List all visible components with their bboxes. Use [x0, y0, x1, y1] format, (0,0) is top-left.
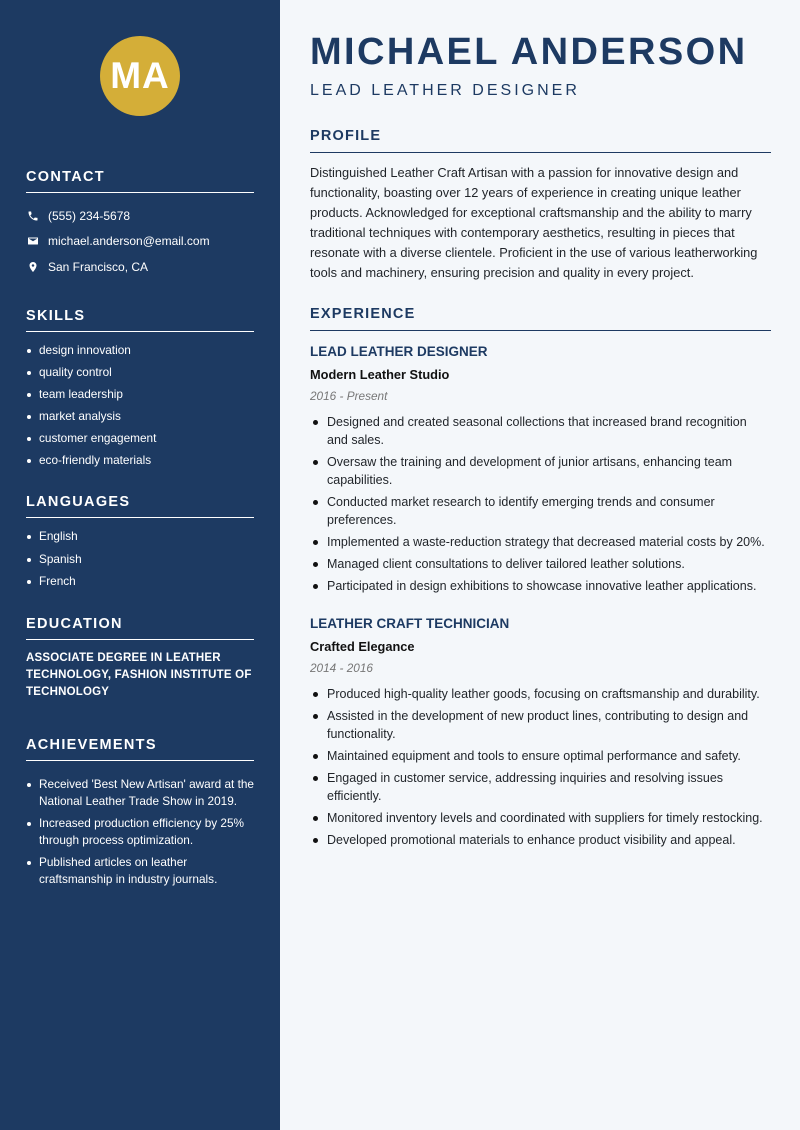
job-bullets	[310, 413, 771, 595]
skill-item: quality control	[26, 364, 254, 381]
job-bullet: Monitored inventory levels and coordinated with suppliers for timely restocking.	[310, 809, 771, 827]
job-bullet: Assisted in the development of new product lines, contributing to design and functionality.	[310, 707, 771, 743]
job-bullets	[310, 685, 771, 849]
education-section	[26, 616, 254, 701]
job-bullet: Managed client consultations to deliver tailored leather solutions.	[310, 555, 771, 573]
achievements-title: ACHIEVEMENTS	[26, 737, 254, 761]
contact-email	[26, 229, 254, 255]
languages-section	[26, 494, 254, 589]
achievements-list	[26, 776, 254, 888]
achievement-item: Increased production efficiency by 25% through process optimization.	[26, 815, 254, 849]
job-bullet: Developed promotional materials to enhance product visibility and appeal.	[310, 831, 771, 849]
achievement-item: Published articles on leather craftsmanship in industry journals.	[26, 854, 254, 888]
skills-list	[26, 342, 254, 470]
job-title: LEAD LEATHER DESIGNER	[310, 344, 488, 359]
achievements-section	[26, 737, 254, 888]
contact-list	[26, 203, 254, 280]
skills-section	[26, 308, 254, 470]
skill-item: design innovation	[26, 342, 254, 359]
job-bullet: Engaged in customer service, addressing inquiries and resolving issues efficiently.	[310, 769, 771, 805]
achievement-item: Received 'Best New Artisan' award at the National Leather Trade Show in 2019.	[26, 776, 254, 810]
map-pin-icon	[26, 260, 40, 274]
main-content	[280, 0, 800, 1130]
job-dates: 2016 - Present	[310, 389, 388, 403]
skill-item: team leadership	[26, 386, 254, 403]
language-item: Spanish	[26, 551, 254, 568]
profile-title: PROFILE	[310, 128, 771, 153]
skill-item: market analysis	[26, 408, 254, 425]
skills-title: SKILLS	[26, 308, 254, 332]
language-item: English	[26, 528, 254, 545]
contact-phone	[26, 203, 254, 229]
envelope-icon	[26, 234, 40, 248]
contact-title: CONTACT	[26, 169, 254, 193]
sidebar	[0, 0, 280, 1130]
avatar-initials: MA	[100, 36, 180, 116]
job-bullet: Produced high-quality leather goods, focusing on craftsmanship and durability.	[310, 685, 771, 703]
phone-icon	[26, 209, 40, 223]
job-title: LEATHER CRAFT TECHNICIAN	[310, 616, 510, 631]
languages-title: LANGUAGES	[26, 494, 254, 518]
experience-title: EXPERIENCE	[310, 306, 771, 331]
job-company: Crafted Elegance	[310, 639, 415, 654]
languages-list	[26, 528, 254, 589]
email-text: michael.anderson@email.com	[48, 234, 210, 249]
job-bullet: Oversaw the training and development of junior artisans, enhancing team capabilities.	[310, 453, 771, 489]
education-entry: ASSOCIATE DEGREE IN LEATHER TECHNOLOGY, FASHION INSTITUTE OF TECHNOLOGY	[26, 651, 252, 698]
job-bullet: Maintained equipment and tools to ensure optimal performance and safety.	[310, 747, 771, 765]
profile-section	[310, 128, 771, 283]
job-bullet: Implemented a waste-reduction strategy that decreased material costs by 20%.	[310, 533, 771, 551]
experience-section	[310, 306, 771, 849]
candidate-role: LEAD LEATHER DESIGNER	[310, 82, 580, 99]
contact-section	[26, 169, 254, 280]
job-dates: 2014 - 2016	[310, 661, 373, 675]
phone-text: (555) 234-5678	[48, 208, 131, 223]
language-item: French	[26, 573, 254, 590]
job-entry	[310, 616, 771, 849]
location-text: San Francisco, CA	[48, 259, 149, 274]
job-company: Modern Leather Studio	[310, 367, 450, 382]
job-entry	[310, 344, 771, 595]
skill-item: customer engagement	[26, 430, 254, 447]
education-title: EDUCATION	[26, 616, 254, 640]
profile-text: Distinguished Leather Craft Artisan with a passion for innovative design and functionality, boasting over 12 years of experience in creating unique leather products. Acknowledged for exceptional craftsmanship and the ability to marry traditional techniques with contemporary aesthetics, resulting in pieces that resonate with a diverse clientele. Proficient in the use of various leatherworking tools and machinery, ensuring precision and quality in every project.	[310, 165, 758, 280]
job-bullet: Conducted market research to identify emerging trends and consumer preferences.	[310, 493, 771, 529]
contact-location	[26, 254, 254, 280]
job-bullet: Designed and created seasonal collections that increased brand recognition and sales.	[310, 413, 771, 449]
candidate-name: MICHAEL ANDERSON	[310, 31, 748, 73]
job-bullet: Participated in design exhibitions to showcase innovative leather applications.	[310, 577, 771, 595]
skill-item: eco-friendly materials	[26, 452, 254, 469]
